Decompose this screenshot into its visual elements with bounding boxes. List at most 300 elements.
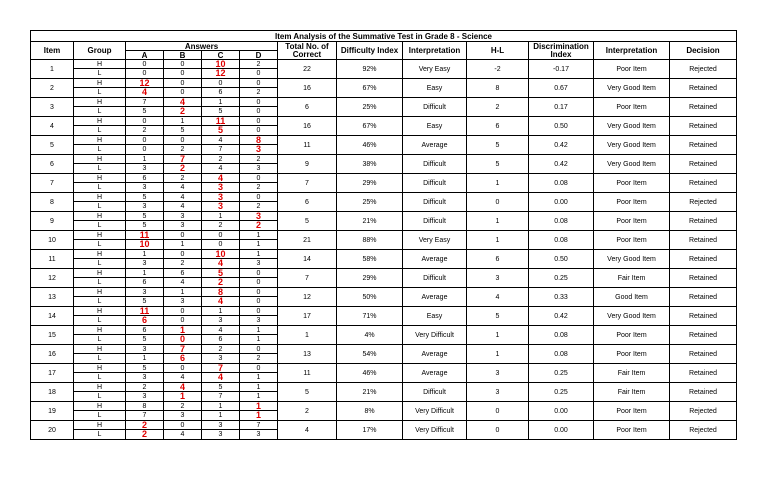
discrimination-interpretation: Poor Item [594,402,670,421]
high-count-c: 1 [202,98,240,107]
total-correct: 13 [278,345,337,364]
low-count-a: 5 [126,107,164,117]
group-label: H [74,326,126,335]
high-count-b: 0 [164,136,202,145]
high-count-a: 6 [126,326,164,335]
group-label: H [74,421,126,430]
group-label: H [74,288,126,297]
total-correct: 9 [278,155,337,174]
decision: Retained [670,117,737,136]
difficulty-index: 54% [337,345,403,364]
table-row-high [31,136,737,145]
high-count-a: 2 [126,421,164,430]
group-label: H [74,212,126,221]
high-count-c: 1 [202,307,240,316]
group-label: L [74,221,126,231]
low-count-b: 4 [164,202,202,212]
high-count-a: 0 [126,60,164,69]
item-number: 19 [31,402,74,421]
decision: Retained [670,174,737,193]
total-correct: 5 [278,383,337,402]
group-label: L [74,316,126,326]
high-count-b: 0 [164,79,202,88]
low-count-a: 3 [126,392,164,402]
table-row-high [31,383,737,392]
discrimination-index: -0.17 [529,60,594,79]
group-label: H [74,345,126,354]
low-count-c: 0 [202,240,240,250]
difficulty-interpretation: Difficult [403,174,467,193]
difficulty-index: 92% [337,60,403,79]
difficulty-interpretation: Difficult [403,212,467,231]
discrimination-interpretation: Poor Item [594,98,670,117]
low-count-c: 3 [202,430,240,440]
table-body [31,60,737,440]
high-count-c: 0 [202,231,240,240]
difficulty-interpretation: Very Difficult [403,326,467,345]
discrimination-interpretation: Very Good Item [594,155,670,174]
h-minus-l: 0 [467,193,529,212]
group-label: L [74,240,126,250]
low-count-b: 3 [164,411,202,421]
decision: Retained [670,307,737,326]
discrimination-interpretation: Poor Item [594,174,670,193]
difficulty-interpretation: Very Easy [403,60,467,79]
table-row-high [31,326,737,335]
high-count-c: 3 [202,193,240,202]
difficulty-index: 21% [337,383,403,402]
discrimination-index: 0.25 [529,269,594,288]
high-count-b: 1 [164,326,202,335]
group-label: H [74,117,126,126]
h-minus-l: 5 [467,307,529,326]
low-count-d: 3 [240,164,278,174]
low-count-a: 3 [126,259,164,269]
decision: Retained [670,231,737,250]
discrimination-interpretation: Very Good Item [594,250,670,269]
low-count-b: 0 [164,316,202,326]
decision: Retained [670,269,737,288]
difficulty-interpretation: Easy [403,307,467,326]
total-correct: 17 [278,307,337,326]
discrimination-index: 0.50 [529,250,594,269]
low-count-a: 2 [126,126,164,136]
group-label: L [74,202,126,212]
low-count-a: 3 [126,164,164,174]
h-minus-l: 1 [467,231,529,250]
discrimination-interpretation: Fair Item [594,269,670,288]
low-count-a: 0 [126,69,164,79]
high-count-a: 3 [126,345,164,354]
discrimination-index: 0.17 [529,98,594,117]
high-count-c: 0 [202,79,240,88]
difficulty-interpretation: Average [403,288,467,307]
h-minus-l: 3 [467,364,529,383]
total-correct: 2 [278,402,337,421]
discrimination-interpretation: Very Good Item [594,117,670,136]
group-label: H [74,364,126,373]
high-count-a: 5 [126,193,164,202]
low-count-b: 4 [164,430,202,440]
difficulty-interpretation: Difficult [403,155,467,174]
low-count-a: 2 [126,430,164,440]
low-count-d: 1 [240,373,278,383]
table-row-high [31,250,737,259]
header-difficulty-index: Difficulty Index [337,42,403,60]
low-count-b: 4 [164,278,202,288]
group-label: L [74,88,126,98]
low-count-a: 6 [126,316,164,326]
low-count-d: 2 [240,354,278,364]
group-label: H [74,60,126,69]
group-label: H [74,193,126,202]
table-row-high [31,345,737,354]
high-count-a: 3 [126,288,164,297]
header-item: Item [31,42,74,60]
high-count-d: 2 [240,60,278,69]
high-count-c: 2 [202,155,240,164]
discrimination-index: 0.08 [529,345,594,364]
low-count-c: 3 [202,354,240,364]
difficulty-index: 25% [337,193,403,212]
low-count-b: 0 [164,335,202,345]
low-count-d: 0 [240,107,278,117]
high-count-c: 10 [202,60,240,69]
high-count-a: 7 [126,98,164,107]
total-correct: 22 [278,60,337,79]
low-count-c: 4 [202,373,240,383]
low-count-c: 2 [202,278,240,288]
high-count-d: 0 [240,307,278,316]
high-count-a: 1 [126,155,164,164]
low-count-b: 2 [164,164,202,174]
discrimination-interpretation: Very Good Item [594,307,670,326]
group-label: H [74,231,126,240]
high-count-a: 11 [126,231,164,240]
low-count-b: 4 [164,373,202,383]
high-count-b: 1 [164,288,202,297]
difficulty-interpretation: Very Difficult [403,402,467,421]
high-count-a: 2 [126,383,164,392]
low-count-d: 2 [240,221,278,231]
table-row-high [31,402,737,411]
difficulty-interpretation: Average [403,250,467,269]
low-count-a: 3 [126,183,164,193]
header-group: Group [74,42,126,60]
h-minus-l: 6 [467,117,529,136]
high-count-c: 11 [202,117,240,126]
decision: Rejected [670,193,737,212]
total-correct: 14 [278,250,337,269]
low-count-c: 5 [202,107,240,117]
decision: Retained [670,288,737,307]
h-minus-l: 0 [467,402,529,421]
discrimination-interpretation: Very Good Item [594,136,670,155]
header-decision: Decision [670,42,737,60]
high-count-c: 4 [202,326,240,335]
item-number: 9 [31,212,74,231]
discrimination-interpretation: Fair Item [594,383,670,402]
difficulty-index: 8% [337,402,403,421]
decision: Rejected [670,402,737,421]
low-count-b: 4 [164,183,202,193]
low-count-d: 3 [240,259,278,269]
table-title: Item Analysis of the Summative Test in Grade 8 - Science [31,31,737,42]
low-count-a: 4 [126,88,164,98]
item-number: 14 [31,307,74,326]
difficulty-interpretation: Easy [403,79,467,98]
header-option-b: B [164,51,202,60]
header-total-correct: Total No. of Correct [278,42,337,60]
total-correct: 6 [278,98,337,117]
discrimination-index: 0.08 [529,174,594,193]
header-hl: H-L [467,42,529,60]
group-label: H [74,269,126,278]
high-count-c: 5 [202,383,240,392]
low-count-c: 3 [202,202,240,212]
low-count-a: 3 [126,373,164,383]
low-count-c: 1 [202,411,240,421]
table-row-high [31,288,737,297]
item-number: 12 [31,269,74,288]
group-label: L [74,354,126,364]
h-minus-l: 1 [467,345,529,364]
group-label: L [74,259,126,269]
item-number: 7 [31,174,74,193]
decision: Retained [670,326,737,345]
high-count-a: 5 [126,212,164,221]
header-discrimination-index: Discrimination Index [529,42,594,60]
low-count-d: 3 [240,316,278,326]
header-option-c: C [202,51,240,60]
high-count-b: 4 [164,98,202,107]
high-count-c: 1 [202,212,240,221]
discrimination-index: 0.00 [529,402,594,421]
h-minus-l: 5 [467,136,529,155]
low-count-d: 1 [240,240,278,250]
h-minus-l: 4 [467,288,529,307]
decision: Rejected [670,421,737,440]
difficulty-index: 71% [337,307,403,326]
low-count-c: 4 [202,164,240,174]
item-number: 2 [31,79,74,98]
item-number: 15 [31,326,74,345]
decision: Retained [670,136,737,155]
low-count-a: 7 [126,411,164,421]
decision: Retained [670,155,737,174]
low-count-d: 3 [240,430,278,440]
low-count-d: 0 [240,69,278,79]
group-label: H [74,98,126,107]
item-number: 11 [31,250,74,269]
discrimination-interpretation: Poor Item [594,60,670,79]
high-count-d: 0 [240,364,278,373]
difficulty-interpretation: Easy [403,117,467,136]
group-label: L [74,430,126,440]
low-count-d: 1 [240,335,278,345]
high-count-b: 2 [164,402,202,411]
item-number: 4 [31,117,74,136]
low-count-b: 6 [164,354,202,364]
table-row-high [31,98,737,107]
high-count-c: 4 [202,174,240,183]
discrimination-interpretation: Poor Item [594,212,670,231]
low-count-c: 4 [202,259,240,269]
high-count-b: 0 [164,364,202,373]
high-count-d: 7 [240,421,278,430]
low-count-a: 3 [126,202,164,212]
header-option-d: D [240,51,278,60]
table-row-high [31,174,737,183]
group-label: L [74,183,126,193]
high-count-c: 8 [202,288,240,297]
high-count-c: 2 [202,345,240,354]
group-label: L [74,126,126,136]
total-correct: 11 [278,136,337,155]
discrimination-index: 0.00 [529,421,594,440]
h-minus-l: -2 [467,60,529,79]
discrimination-index: 0.42 [529,136,594,155]
discrimination-index: 0.25 [529,383,594,402]
high-count-b: 7 [164,155,202,164]
high-count-d: 3 [240,212,278,221]
header-interpretation-difficulty: Interpretation [403,42,467,60]
low-count-a: 5 [126,221,164,231]
total-correct: 5 [278,212,337,231]
low-count-a: 5 [126,335,164,345]
table-row-high [31,155,737,164]
total-correct: 11 [278,364,337,383]
high-count-c: 7 [202,364,240,373]
high-count-c: 4 [202,136,240,145]
discrimination-index: 0.50 [529,117,594,136]
total-correct: 6 [278,193,337,212]
decision: Retained [670,98,737,117]
high-count-b: 0 [164,421,202,430]
high-count-a: 1 [126,269,164,278]
difficulty-interpretation: Difficult [403,193,467,212]
table-row-high [31,60,737,69]
high-count-b: 3 [164,212,202,221]
difficulty-index: 38% [337,155,403,174]
high-count-d: 0 [240,193,278,202]
high-count-c: 1 [202,402,240,411]
difficulty-interpretation: Difficult [403,383,467,402]
low-count-c: 5 [202,126,240,136]
high-count-a: 0 [126,136,164,145]
item-number: 6 [31,155,74,174]
difficulty-index: 21% [337,212,403,231]
group-label: H [74,402,126,411]
decision: Retained [670,345,737,364]
high-count-d: 0 [240,98,278,107]
high-count-d: 1 [240,383,278,392]
difficulty-interpretation: Difficult [403,269,467,288]
low-count-c: 3 [202,183,240,193]
high-count-b: 4 [164,383,202,392]
header-option-a: A [126,51,164,60]
difficulty-index: 25% [337,98,403,117]
low-count-d: 2 [240,88,278,98]
h-minus-l: 3 [467,269,529,288]
item-number: 16 [31,345,74,364]
low-count-a: 5 [126,297,164,307]
total-correct: 4 [278,421,337,440]
h-minus-l: 2 [467,98,529,117]
low-count-d: 0 [240,126,278,136]
high-count-b: 2 [164,174,202,183]
discrimination-index: 0.08 [529,326,594,345]
group-label: H [74,155,126,164]
h-minus-l: 5 [467,155,529,174]
group-label: L [74,278,126,288]
decision: Retained [670,364,737,383]
group-label: L [74,69,126,79]
high-count-d: 0 [240,269,278,278]
discrimination-interpretation: Poor Item [594,193,670,212]
low-count-d: 0 [240,297,278,307]
high-count-d: 2 [240,155,278,164]
low-count-c: 4 [202,297,240,307]
high-count-a: 12 [126,79,164,88]
high-count-b: 7 [164,345,202,354]
group-label: L [74,411,126,421]
low-count-d: 2 [240,202,278,212]
low-count-c: 12 [202,69,240,79]
low-count-b: 3 [164,221,202,231]
difficulty-index: 4% [337,326,403,345]
low-count-a: 1 [126,354,164,364]
high-count-d: 1 [240,231,278,240]
group-label: L [74,297,126,307]
item-number: 10 [31,231,74,250]
high-count-d: 1 [240,402,278,411]
high-count-a: 0 [126,117,164,126]
table-row-high [31,421,737,430]
decision: Retained [670,79,737,98]
header-answers: Answers [126,42,278,51]
high-count-b: 0 [164,307,202,316]
table-row-high [31,231,737,240]
difficulty-index: 58% [337,250,403,269]
discrimination-index: 0.08 [529,231,594,250]
low-count-a: 0 [126,145,164,155]
discrimination-interpretation: Fair Item [594,364,670,383]
difficulty-interpretation: Very Difficult [403,421,467,440]
difficulty-interpretation: Very Easy [403,231,467,250]
difficulty-index: 29% [337,269,403,288]
low-count-b: 2 [164,107,202,117]
difficulty-index: 50% [337,288,403,307]
group-label: H [74,383,126,392]
total-correct: 12 [278,288,337,307]
h-minus-l: 6 [467,250,529,269]
low-count-b: 3 [164,297,202,307]
high-count-d: 8 [240,136,278,145]
decision: Retained [670,383,737,402]
low-count-c: 3 [202,316,240,326]
item-number: 18 [31,383,74,402]
high-count-c: 5 [202,269,240,278]
high-count-a: 5 [126,364,164,373]
discrimination-index: 0.42 [529,307,594,326]
group-label: H [74,79,126,88]
high-count-a: 1 [126,250,164,259]
difficulty-index: 88% [337,231,403,250]
high-count-a: 11 [126,307,164,316]
total-correct: 16 [278,79,337,98]
low-count-b: 2 [164,145,202,155]
